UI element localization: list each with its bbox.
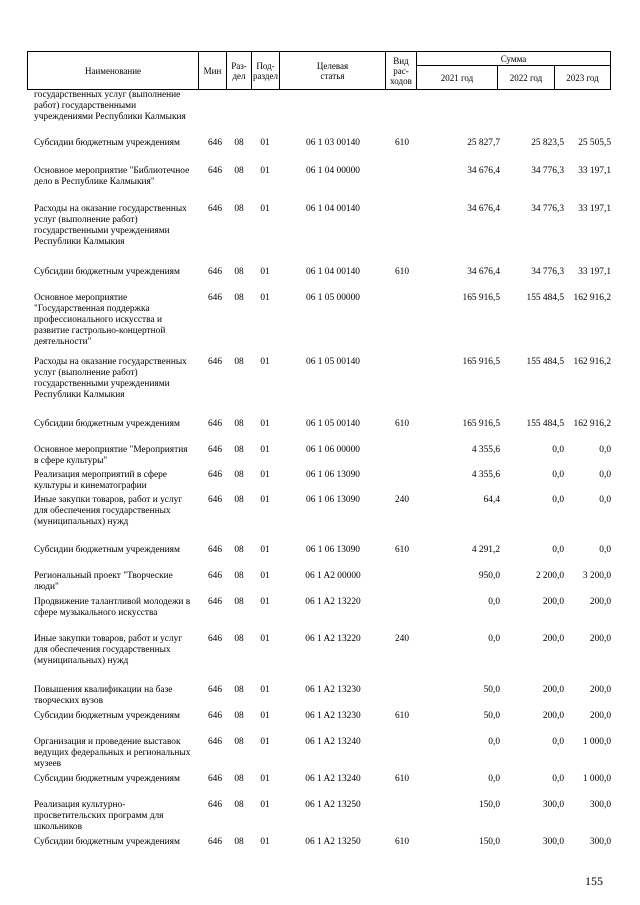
cell-cs: 06 1 04 00140 <box>306 204 360 214</box>
header-2023: 2023 год <box>554 65 611 90</box>
header-name: Наименование <box>27 51 199 90</box>
cell-s2: 200,0 <box>542 597 564 607</box>
cell-razdel: 08 <box>234 571 244 581</box>
cell-razdel: 08 <box>234 166 244 176</box>
cell-cs: 06 1 03 00140 <box>306 138 360 148</box>
cell-min: 646 <box>207 495 223 505</box>
cell-cs: 06 1 04 00140 <box>306 267 360 277</box>
cell-name: Субсидии бюджетным учреждениям <box>34 711 180 721</box>
cell-name: Основное мероприятие "Мероприятия в сфере культуры" <box>34 445 188 466</box>
cell-name: Субсидии бюджетным учреждениям <box>34 419 180 429</box>
header-min: Мин <box>198 51 227 90</box>
cell-cs: 06 1 04 00000 <box>306 166 360 176</box>
cell-name: Основное мероприятие "Библиотечное дело в Республике Калмыкия" <box>34 166 190 187</box>
cell-s2: 0,0 <box>552 545 564 555</box>
cell-name: Субсидии бюджетным учреждениям <box>34 267 180 277</box>
header-summa: Сумма <box>416 51 611 66</box>
cell-min: 646 <box>207 419 223 429</box>
cell-cs: 06 1 06 13090 <box>306 545 360 555</box>
cell-podr: 01 <box>260 204 270 214</box>
cell-name: Основное мероприятие "Государственная поддержка профессионального искусства и развитие гастрольно-концертной деятельности" <box>34 293 166 347</box>
cell-podr: 01 <box>260 597 270 607</box>
cell-min: 646 <box>207 204 223 214</box>
cell-s3: 200,0 <box>589 685 611 695</box>
cell-s3: 0,0 <box>599 445 611 455</box>
cell-cs: 06 1 05 00140 <box>306 357 360 367</box>
cell-name: Организация и проведение выставок ведущих федеральных и региональных музеев <box>34 737 191 769</box>
header-razdel: Раз- дел <box>226 51 252 90</box>
cell-vid: 610 <box>394 138 410 148</box>
cell-min: 646 <box>207 571 223 581</box>
cell-cs: 06 1 A2 13230 <box>305 685 361 695</box>
cell-podr: 01 <box>260 138 270 148</box>
cell-s1: 950,0 <box>478 571 500 581</box>
cell-s3: 300,0 <box>589 837 611 847</box>
cell-s2: 0,0 <box>552 495 564 505</box>
cell-s3: 1 000,0 <box>582 774 611 784</box>
cell-razdel: 08 <box>234 495 244 505</box>
cell-podr: 01 <box>260 495 270 505</box>
cell-min: 646 <box>207 138 223 148</box>
cell-s1: 0,0 <box>488 737 500 747</box>
cell-s2: 34 776,3 <box>531 267 564 277</box>
cell-min: 646 <box>207 445 223 455</box>
cell-s3: 33 197,1 <box>578 204 611 214</box>
cell-s3: 0,0 <box>599 545 611 555</box>
cell-min: 646 <box>207 597 223 607</box>
cell-vid: 610 <box>394 419 410 429</box>
cell-s1: 165 916,5 <box>462 357 500 367</box>
cell-s1: 50,0 <box>483 685 500 695</box>
cell-podr: 01 <box>260 293 270 303</box>
cell-s2: 25 823,5 <box>531 138 564 148</box>
cell-cs: 06 1 05 00140 <box>306 419 360 429</box>
cell-name: Субсидии бюджетным учреждениям <box>34 545 180 555</box>
cell-min: 646 <box>207 800 223 810</box>
cell-vid: 240 <box>394 634 410 644</box>
cell-s3: 3 200,0 <box>582 571 611 581</box>
cell-s3: 33 197,1 <box>578 267 611 277</box>
header-vid: Вид рас- ходов <box>385 51 417 90</box>
cell-min: 646 <box>207 267 223 277</box>
cell-razdel: 08 <box>234 419 244 429</box>
cell-s1: 4 355,6 <box>471 445 500 455</box>
cell-cs: 06 1 A2 13240 <box>305 737 361 747</box>
cell-vid: 610 <box>394 774 410 784</box>
cell-s1: 165 916,5 <box>462 419 500 429</box>
header-2022: 2022 год <box>497 65 555 90</box>
cell-cs: 06 1 06 13090 <box>306 470 360 480</box>
cell-s3: 0,0 <box>599 470 611 480</box>
cell-name: Расходы на оказание государственных услуг (выполнение работ) государственными учреждениями Республики Калмыкия <box>34 357 187 400</box>
cell-s1: 64,4 <box>483 495 500 505</box>
cell-razdel: 08 <box>234 837 244 847</box>
cell-min: 646 <box>207 737 223 747</box>
cell-name: Продвижение талантливой молодежи в сфере музыкального искусства <box>34 597 191 618</box>
header-2021: 2021 год <box>416 65 498 90</box>
cell-podr: 01 <box>260 470 270 480</box>
cell-min: 646 <box>207 293 223 303</box>
cell-razdel: 08 <box>234 634 244 644</box>
cell-s1: 34 676,4 <box>467 267 500 277</box>
cell-s2: 0,0 <box>552 445 564 455</box>
cell-s2: 200,0 <box>542 634 564 644</box>
cell-s1: 25 827,7 <box>467 138 500 148</box>
cell-s1: 0,0 <box>488 634 500 644</box>
cell-s1: 150,0 <box>478 800 500 810</box>
cell-name: Иные закупки товаров, работ и услуг для обеспечения государственных (муниципальных) нужд <box>34 634 183 666</box>
cell-s2: 155 484,5 <box>526 357 564 367</box>
cell-podr: 01 <box>260 419 270 429</box>
cell-min: 646 <box>207 545 223 555</box>
cell-name: Реализация мероприятий в сфере культуры и кинематографии <box>34 470 167 491</box>
page-number: 155 <box>585 874 603 888</box>
cell-s3: 1 000,0 <box>582 737 611 747</box>
cell-s2: 0,0 <box>552 737 564 747</box>
cell-podr: 01 <box>260 267 270 277</box>
cell-name: Иные закупки товаров, работ и услуг для обеспечения государственных (муниципальных) нужд <box>34 495 183 527</box>
cell-vid: 610 <box>394 267 410 277</box>
cell-s3: 200,0 <box>589 597 611 607</box>
cell-cs: 06 1 06 00000 <box>306 445 360 455</box>
cell-vid: 610 <box>394 545 410 555</box>
cell-min: 646 <box>207 470 223 480</box>
cell-s2: 0,0 <box>552 774 564 784</box>
table-header <box>27 51 611 90</box>
cell-s1: 0,0 <box>488 774 500 784</box>
cell-razdel: 08 <box>234 774 244 784</box>
cell-razdel: 08 <box>234 711 244 721</box>
cell-s2: 34 776,3 <box>531 204 564 214</box>
cell-razdel: 08 <box>234 685 244 695</box>
cell-podr: 01 <box>260 711 270 721</box>
cell-name: Субсидии бюджетным учреждениям <box>34 837 180 847</box>
cell-podr: 01 <box>260 837 270 847</box>
cell-min: 646 <box>207 685 223 695</box>
cell-s2: 0,0 <box>552 470 564 480</box>
cell-cs: 06 1 A2 13230 <box>305 711 361 721</box>
cell-name: Региональный проект "Творческие люди" <box>34 571 173 592</box>
cell-razdel: 08 <box>234 545 244 555</box>
cell-name: Расходы на оказание государственных услуг (выполнение работ) государственными учреждениями Республики Калмыкия <box>34 204 187 247</box>
cell-s1: 34 676,4 <box>467 204 500 214</box>
cell-podr: 01 <box>260 571 270 581</box>
cell-s2: 300,0 <box>542 837 564 847</box>
cell-s3: 25 505,5 <box>578 138 611 148</box>
cell-cs: 06 1 A2 00000 <box>305 571 361 581</box>
cell-s2: 2 200,0 <box>535 571 564 581</box>
cell-s2: 200,0 <box>542 711 564 721</box>
cell-name: государственных услуг (выполнение работ) государственными учреждениями Республики Калмыкия <box>34 90 186 122</box>
cell-s2: 155 484,5 <box>526 419 564 429</box>
cell-razdel: 08 <box>234 357 244 367</box>
cell-s1: 34 676,4 <box>467 166 500 176</box>
cell-s3: 162 916,2 <box>573 357 611 367</box>
cell-razdel: 08 <box>234 293 244 303</box>
cell-cs: 06 1 A2 13220 <box>305 634 361 644</box>
cell-razdel: 08 <box>234 204 244 214</box>
cell-cs: 06 1 A2 13220 <box>305 597 361 607</box>
header-podrazdel: Под- раздел <box>251 51 280 90</box>
cell-razdel: 08 <box>234 267 244 277</box>
cell-min: 646 <box>207 634 223 644</box>
cell-min: 646 <box>207 837 223 847</box>
cell-cs: 06 1 A2 13240 <box>305 774 361 784</box>
cell-s2: 300,0 <box>542 800 564 810</box>
cell-podr: 01 <box>260 445 270 455</box>
header-cs: Целевая статья <box>279 51 386 90</box>
cell-s2: 200,0 <box>542 685 564 695</box>
cell-podr: 01 <box>260 685 270 695</box>
cell-s2: 155 484,5 <box>526 293 564 303</box>
cell-s3: 162 916,2 <box>573 419 611 429</box>
cell-s3: 0,0 <box>599 495 611 505</box>
cell-cs: 06 1 05 00000 <box>306 293 360 303</box>
cell-s2: 34 776,3 <box>531 166 564 176</box>
cell-cs: 06 1 A2 13250 <box>305 800 361 810</box>
cell-s3: 200,0 <box>589 711 611 721</box>
cell-razdel: 08 <box>234 800 244 810</box>
cell-s3: 300,0 <box>589 800 611 810</box>
cell-razdel: 08 <box>234 597 244 607</box>
cell-min: 646 <box>207 774 223 784</box>
cell-podr: 01 <box>260 800 270 810</box>
cell-vid: 610 <box>394 711 410 721</box>
cell-name: Повышения квалификации на базе творческих вузов <box>34 685 173 706</box>
cell-s1: 4 355,6 <box>471 470 500 480</box>
cell-s3: 200,0 <box>589 634 611 644</box>
cell-s3: 162 916,2 <box>573 293 611 303</box>
cell-razdel: 08 <box>234 138 244 148</box>
cell-podr: 01 <box>260 737 270 747</box>
cell-podr: 01 <box>260 634 270 644</box>
cell-razdel: 08 <box>234 445 244 455</box>
cell-min: 646 <box>207 711 223 721</box>
cell-name: Реализация культурно- просветительских программ для школьников <box>34 800 164 832</box>
cell-podr: 01 <box>260 545 270 555</box>
cell-name: Субсидии бюджетным учреждениям <box>34 774 180 784</box>
cell-podr: 01 <box>260 357 270 367</box>
cell-min: 646 <box>207 166 223 176</box>
cell-s1: 4 291,2 <box>471 545 500 555</box>
cell-s1: 165 916,5 <box>462 293 500 303</box>
cell-s1: 0,0 <box>488 597 500 607</box>
cell-min: 646 <box>207 357 223 367</box>
cell-s3: 33 197,1 <box>578 166 611 176</box>
cell-podr: 01 <box>260 166 270 176</box>
cell-cs: 06 1 A2 13250 <box>305 837 361 847</box>
cell-s1: 50,0 <box>483 711 500 721</box>
cell-vid: 610 <box>394 837 410 847</box>
cell-cs: 06 1 06 13090 <box>306 495 360 505</box>
cell-podr: 01 <box>260 774 270 784</box>
cell-razdel: 08 <box>234 737 244 747</box>
cell-vid: 240 <box>394 495 410 505</box>
cell-s1: 150,0 <box>478 837 500 847</box>
cell-name: Субсидии бюджетным учреждениям <box>34 138 180 148</box>
cell-razdel: 08 <box>234 470 244 480</box>
